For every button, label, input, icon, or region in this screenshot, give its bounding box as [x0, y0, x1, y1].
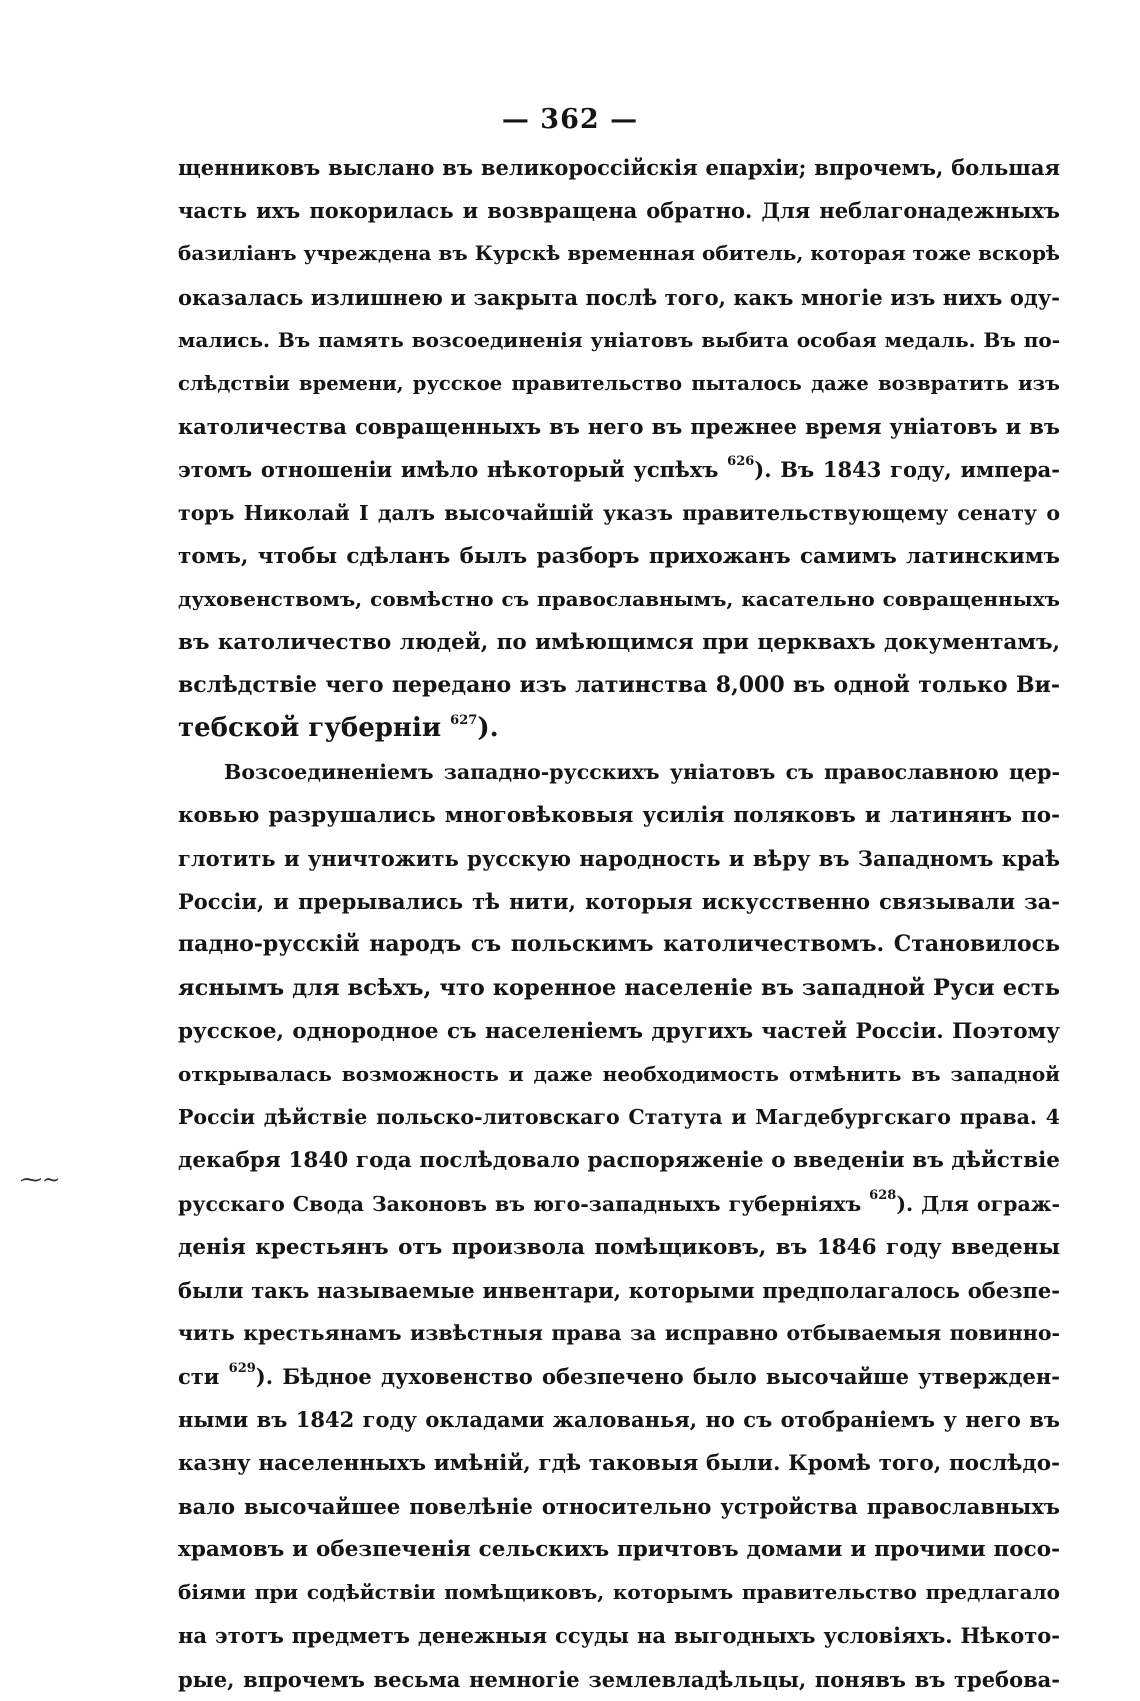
- footnote-ref: 629: [228, 1361, 256, 1377]
- line-text: вало высочайшее повелѣніе относительно устройства православныхъ: [178, 1493, 1060, 1519]
- text-line: [178, 319, 1060, 362]
- text-line: [178, 276, 1060, 319]
- text-line: [178, 1658, 1060, 1701]
- line-text: біями при содѣйствіи помѣщиковъ, которымъ правительство предлагало: [178, 1580, 1060, 1605]
- text-line: [178, 578, 1060, 621]
- line-text: слѣдствіи времени, русское правительство пыталось даже возвратить изъ: [178, 371, 1060, 395]
- line-text-continued: ). Для ограж-: [896, 1191, 1060, 1216]
- line-text: вслѣдствіе чего передано изъ латинства 8,000 въ одной только Ви-: [178, 672, 1060, 699]
- text-line: [178, 923, 1060, 966]
- line-text: падно-русскій народъ съ польскимъ католичествомъ. Становилось: [178, 931, 1060, 958]
- line-text-continued: ). Въ 1843 году, импера-: [754, 457, 1060, 483]
- line-text: Возсоединеніемъ западно-русскихъ уніатовъ съ православною цер-: [224, 759, 1060, 784]
- line-text: на этотъ предметъ денежныя ссуды на выгодныхъ условіяхъ. Нѣкото-: [178, 1623, 1060, 1649]
- line-text: Россіи, и прерывались тѣ нити, которыя искусственно связывали за-: [178, 889, 1060, 915]
- text-line: [178, 448, 1060, 491]
- footnote-ref: 628: [869, 1187, 897, 1203]
- text-line: [178, 232, 1060, 275]
- line-text: духовенствомъ, совмѣстно съ православнымъ, касательно совращенныхъ: [178, 586, 1060, 611]
- text-line: [178, 535, 1060, 578]
- line-text: русскаго Свода Законовъ въ юго-западныхъ губерніяхъ: [178, 1191, 870, 1216]
- text-line: [178, 1053, 1060, 1096]
- line-text: мались. Въ память возсоединенія уніатовъ выбита особая медаль. Въ по-: [178, 327, 1060, 352]
- text-line: [178, 1312, 1060, 1355]
- text-line: [178, 1355, 1060, 1398]
- footnote-ref: 626: [727, 454, 755, 470]
- text-line: [178, 1226, 1060, 1269]
- text-line: [178, 967, 1060, 1010]
- text-line: [178, 492, 1060, 535]
- line-text: рые, впрочемъ весьма немногіе землевладѣльцы, понявъ въ требова-: [178, 1666, 1060, 1692]
- text-line: [178, 794, 1060, 837]
- line-text: были такъ называемые инвентари, которыми предполагалось обезпе-: [178, 1277, 1060, 1303]
- text-line: [178, 1442, 1060, 1485]
- line-text: казну населенныхъ имѣній, гдѣ таковыя были. Кромѣ того, послѣдо-: [178, 1450, 1060, 1476]
- text-line: [178, 837, 1060, 880]
- line-text: томъ, чтобы сдѣланъ былъ разборъ прихожанъ самимъ латинскимъ: [178, 543, 1060, 569]
- text-line: [178, 189, 1060, 232]
- line-text: щенниковъ выслано въ великороссійскія епархіи; впрочемъ, большая: [178, 155, 1060, 180]
- line-text: часть ихъ покорилась и возвращена обратно. Для неблагонадежныхъ: [178, 198, 1060, 224]
- margin-mark: ⁓~: [20, 1168, 61, 1193]
- text-line: [178, 1183, 1060, 1226]
- text-line: [178, 1571, 1060, 1614]
- line-text-continued: ).: [477, 713, 499, 744]
- line-text: Россіи дѣйствіе польско-литовскаго Статута и Магдебургскаго права. 4: [178, 1105, 1060, 1130]
- line-text: глотить и уничтожить русскую народность и вѣру въ Западномъ краѣ: [178, 846, 1060, 871]
- line-text: въ католичество людей, по имѣющимся при церквахъ документамъ,: [178, 630, 1060, 656]
- line-text: русское, однородное съ населеніемъ другихъ частей Россіи. Поэтому: [178, 1018, 1060, 1044]
- text-line: [178, 146, 1060, 189]
- text-line: [178, 1096, 1060, 1139]
- line-text: декабря 1840 года послѣдовало распоряженіе о введеніи въ дѣйствіе: [178, 1148, 1060, 1174]
- line-text: оказалась излишнею и закрыта послѣ того, какъ многіе изъ нихъ оду-: [178, 284, 1060, 310]
- text-line: [178, 707, 1060, 750]
- line-text: открывалась возможность и даже необходимость отмѣнить въ западной: [178, 1061, 1060, 1086]
- line-text: яснымъ для всѣхъ, что коренное населеніе въ западной Руси есть: [178, 974, 1060, 1001]
- text-line: [178, 621, 1060, 664]
- line-text: этомъ отношеніи имѣло нѣкоторый успѣхъ: [178, 457, 728, 483]
- line-text: ковью разрушались многовѣковыя усилія поляковъ и латинянъ по-: [178, 802, 1060, 828]
- line-text-continued: ). Бѣдное духовенство обезпечено было высочайше утвержден-: [255, 1364, 1060, 1390]
- text-line: [178, 1269, 1060, 1312]
- line-text: католичества совращенныхъ въ него въ прежнее время уніатовъ и въ: [178, 414, 1060, 440]
- line-text: торъ Николай I далъ высочайшій указъ правительствующему сенату о: [178, 500, 1060, 525]
- text-line: [178, 1010, 1060, 1053]
- body-text: [178, 146, 1060, 1701]
- line-text: сти: [178, 1364, 229, 1390]
- line-text: храмовъ и обезпеченія сельскихъ причтовъ домами и прочими посо-: [178, 1537, 1060, 1562]
- page-number: — 362 —: [501, 104, 639, 135]
- text-line: [178, 405, 1060, 448]
- line-text: базиліанъ учреждена въ Курскѣ временная обитель, которая тоже вскорѣ: [178, 241, 1060, 266]
- footnote-ref: 627: [450, 713, 478, 729]
- text-line: [178, 1139, 1060, 1182]
- text-line: [178, 751, 1060, 794]
- line-text: денія крестьянъ отъ произвола помѣщиковъ, въ 1846 году введены: [178, 1234, 1060, 1260]
- text-line: [178, 880, 1060, 923]
- line-text: тебской губерніи: [178, 713, 451, 744]
- text-line: [178, 362, 1060, 405]
- text-line: [178, 1614, 1060, 1657]
- text-line: [178, 1528, 1060, 1571]
- text-line: [178, 664, 1060, 707]
- text-line: [178, 1398, 1060, 1441]
- line-text: ными въ 1842 году окладами жалованья, но съ отобраніемъ у него въ: [178, 1407, 1060, 1433]
- text-line: [178, 1485, 1060, 1528]
- line-text: чить крестьянамъ извѣстныя права за исправно отбываемыя повинно-: [178, 1321, 1060, 1346]
